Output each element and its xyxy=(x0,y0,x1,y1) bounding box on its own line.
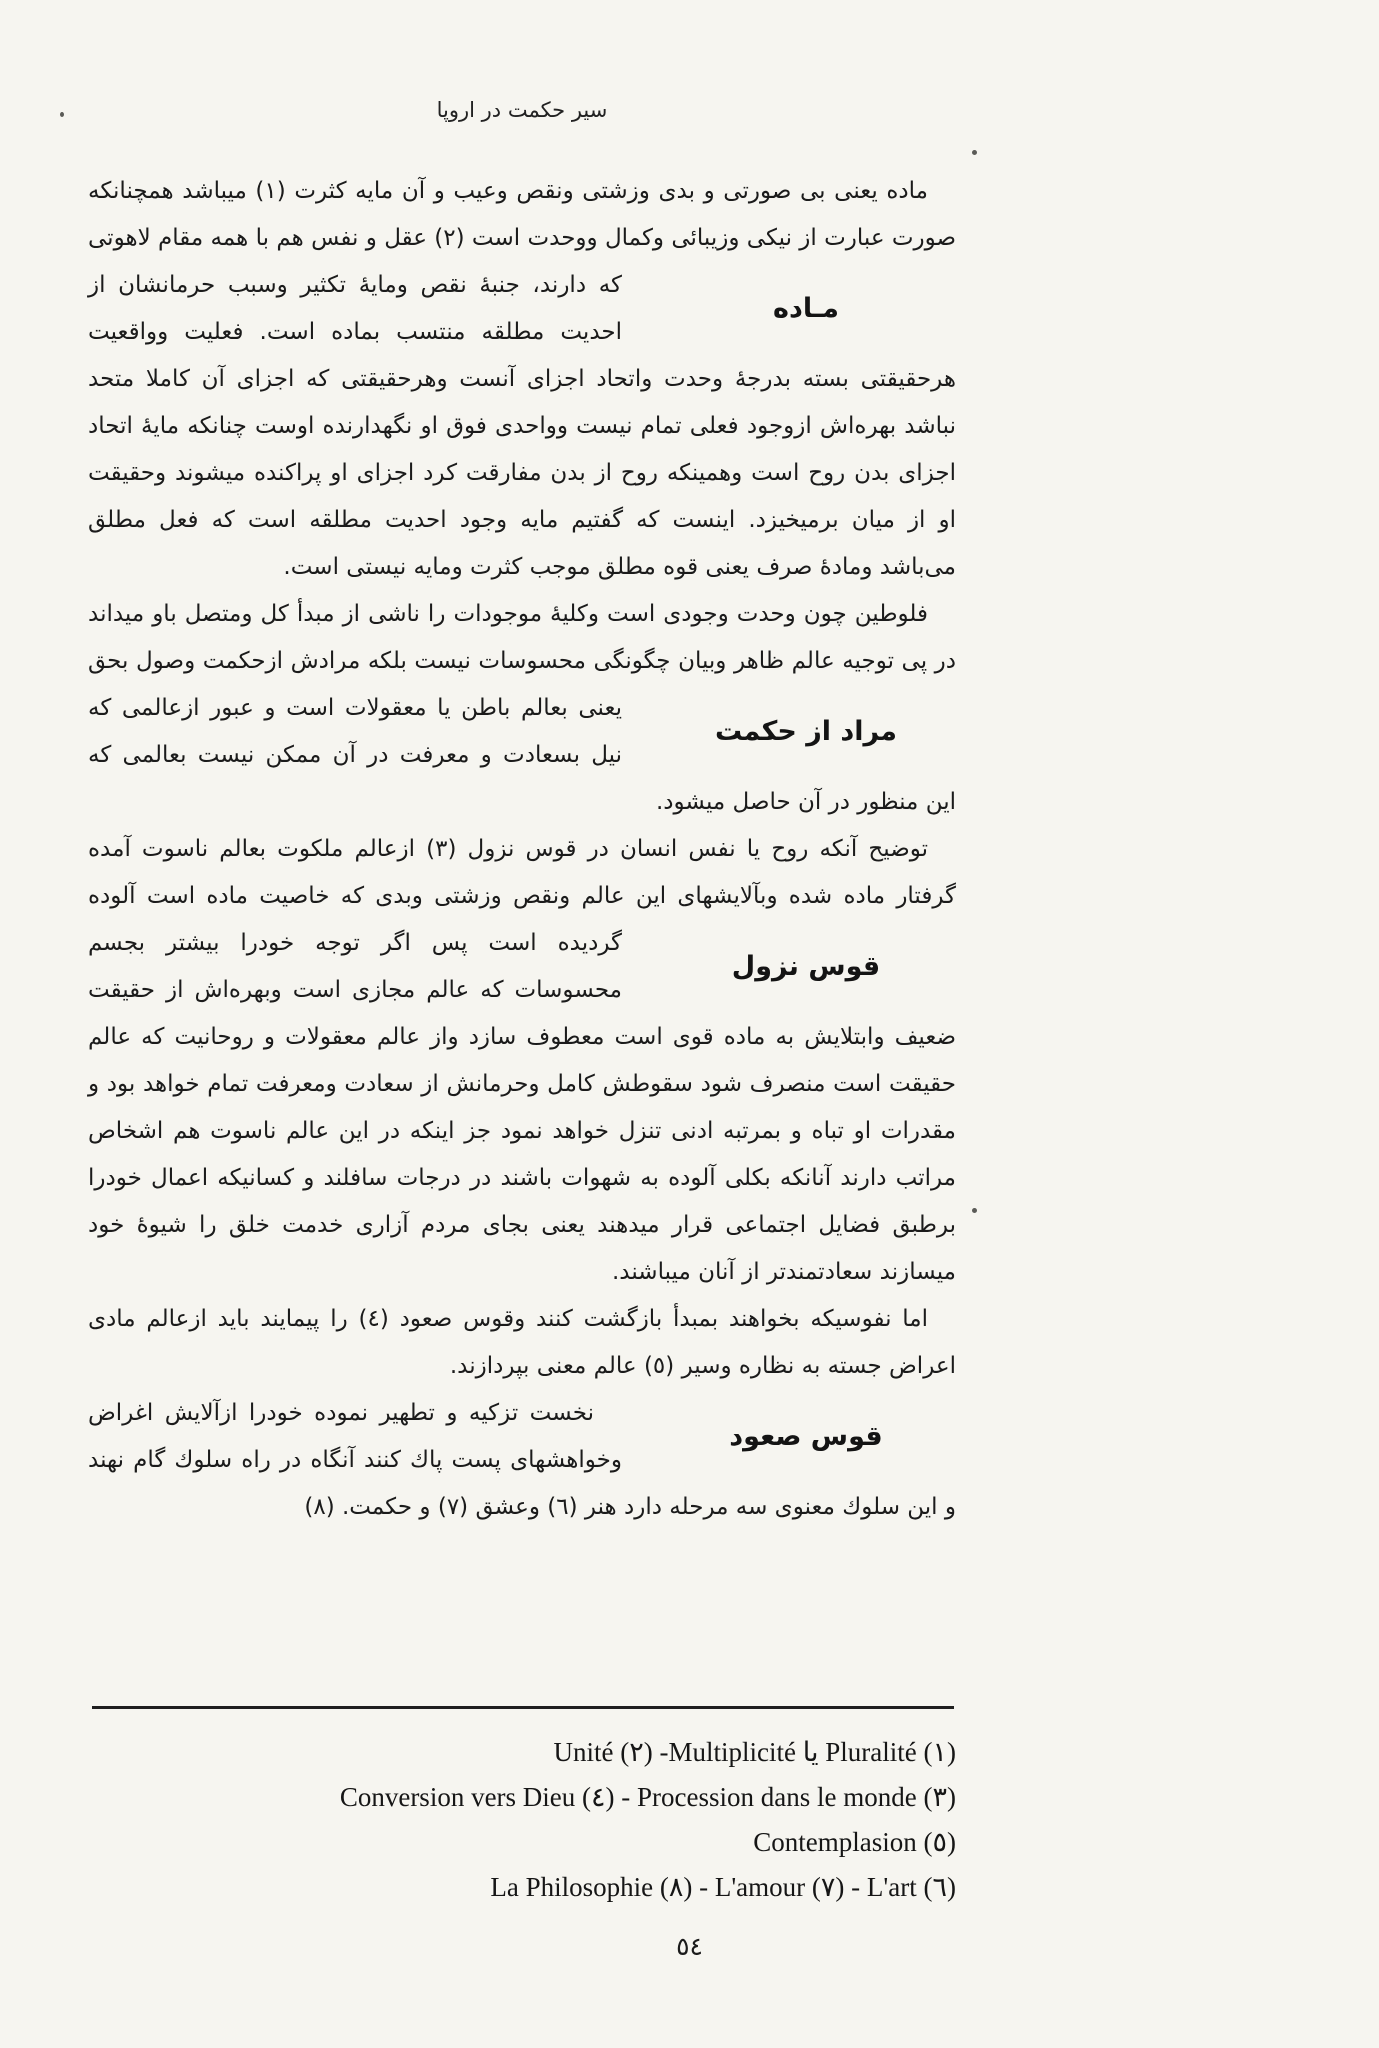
paragraph-text: وصول بحق يعنى بعالم باطن يا معقولات است و عبور ازعالمى كه نيل بسعادت و معرفت در آن ممكن نيست بعالمى كه اين منظور در آن حاصل ميشود. xyxy=(88,648,956,815)
margin-heading-meaning-of-philosophy: مراد از حكمت xyxy=(714,716,898,747)
paragraph-text: همه مقام لاهوتى كه دارند، جنبهٔ نقص ومايهٔ تكثير وسبب حرمانشان از احديت مطلقه منتسب بماده است. فعليت وواقعيت هرحقيقتى بسته بدرجهٔ وحدت واتحاد اجزاى آنست وهرحقيقتى كه اجزاى آن كاملا متحد نباشد بهره‌اش ازوجود فعلى تمام نيست وواحدى فوق او نگهدارنده اوست چنانكه مايهٔ اتحاد اجزاى بدن روح است وهمينكه روح از بدن مفارقت كرد اجزاى او پراكنده ميشوند وحقيقت او از ميان برميخيزد. اينست كه گفتيم مايه وجود احديت مطلقه است كه فعل مطلق مى‌باشد ومادهٔ صرف يعنى قوه مطلق موجب كثرت ومايه نيستى است. xyxy=(88,225,956,580)
paragraph-arc-of-descent xyxy=(88,826,956,1296)
footnote-line: Unité (٢) -Multiplicité يا Pluralité (١) xyxy=(553,1737,956,1767)
paragraph-meaning-of-philosophy xyxy=(88,591,956,826)
paragraph-text: آلوده گرديده است پس اگر توجه خودرا بيشتر بجسم محسوسات كه عالم مجازى است وبهره‌اش از حقيقت ضعيف وابتلايش به ماده قوى است معطوف سازد واز عالم معقولات و روحانيت كه عالم حقيقت است منصرف شود سقوطش كامل وحرمانش از سعادت ومعرفت تمام خواهد بود و مقدرات او تباه و بمرتبه ادنى تنزل خواهد نمود جز اينكه در اين عالم ناسوت هم اشخاص مراتب دارند آنانكه بكلى آلوده به شهوات باشند در درجات سافلند و كسانيكه اعمال خودرا برطبق فضايل اجتماعى قرار ميدهند يعنى بجاى مردم آزارى خدمت خلق را شيوهٔ خود ميسازند سعادتمندتر از آنان ميباشند. xyxy=(88,883,956,1285)
footnote-line: Contemplasion (٥) xyxy=(753,1827,956,1857)
running-header-title: سير حكمت در اروپا xyxy=(436,98,608,122)
paragraph-matter xyxy=(88,168,956,591)
paragraph-arc-of-ascent xyxy=(88,1390,956,1531)
margin-heading-arc-of-ascent: قوس صعود xyxy=(729,1421,883,1452)
footnote-line: Conversion vers Dieu (٤) - Procession dans le monde (٣) xyxy=(339,1782,956,1812)
paragraph-text: نخست تزكيه و تطهير نموده خودرا ازآلايش اغراض وخواهشهاى پست پاك كنند آنگاه در راه سلوك گام نهند و اين سلوك معنوى سه مرحله دارد هنر (٦) وعشق (٧) و حكمت. (٨) xyxy=(88,1400,956,1520)
scan-speck xyxy=(60,112,64,117)
scan-speck xyxy=(972,150,977,155)
footnotes-block xyxy=(88,1730,956,1910)
footnote-line: La Philosophie (٨) - L'amour (٧) - L'art (٦) xyxy=(490,1872,956,1902)
paragraph-text: اما نفوسيكه بخواهند بمبدأ بازگشت كنند وقوس صعود (٤) را پيمايند بايد ازعالم مادى اعراض جسته به نظاره وسير (٥) عالم معنى بپردازند. xyxy=(88,1306,956,1379)
paragraph-text: فلوطين چون وحدت وجودى است وكليهٔ موجودات را ناشى از مبدأ كل ومتصل باو ميداند در پى توجيه عالم ظاهر وبيان چگونگى محسوسات نيست بلكه مرادش ازحكمت xyxy=(88,601,956,674)
scan-speck xyxy=(972,1208,977,1213)
page-number: ٥٤ xyxy=(676,1932,703,1961)
paragraph-return-to-origin xyxy=(88,1296,956,1390)
paragraph-text: توضيح آنكه روح يا نفس انسان در قوس نزول (٣) ازعالم ملكوت بعالم ناسوت آمده گرفتار ماده شده وبآلايشهاى اين عالم ونقص وزشتى وبدى كه خاصيت ماده است xyxy=(88,836,957,909)
paragraph-text: ماده يعنى بى صورتى و بدى وزشتى ونقص وعيب و آن مايه كثرت (١) ميباشد همچنانكه صورت عبارت از نيكى وزيبائى وكمال ووحدت است (٢) عقل و نفس هم با xyxy=(88,178,957,251)
margin-heading-matter: مـاده xyxy=(773,293,839,324)
main-text-block xyxy=(88,168,956,1531)
margin-heading-arc-of-descent: قوس نزول xyxy=(731,951,881,982)
footnote-divider xyxy=(92,1706,954,1709)
